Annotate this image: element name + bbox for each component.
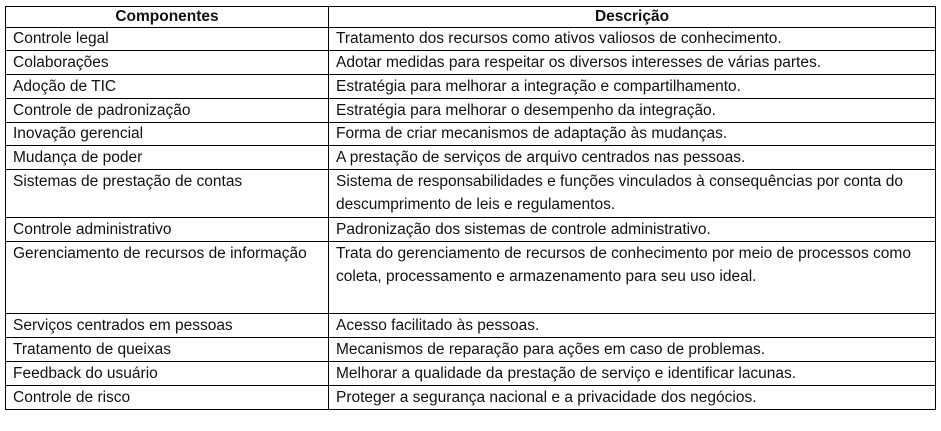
description-cell: Tratamento dos recursos como ativos valiosos de conhecimento. [329,28,936,51]
header-row [6,7,936,28]
table-row [6,386,936,410]
component-cell: Controle administrativo [6,218,329,242]
description-cell: A prestação de serviços de arquivo centrados nas pessoas. [329,146,936,170]
component-cell: Mudança de poder [6,146,329,170]
table-row [6,314,936,338]
header-componentes: Componentes [6,7,329,28]
description-cell: Forma de criar mecanismos de adaptação às mudanças. [329,123,936,146]
table-row [6,99,936,123]
component-cell: Gerenciamento de recursos de informação [6,242,329,314]
table-row [6,242,936,314]
component-cell: Tratamento de queixas [6,338,329,362]
description-cell: Estratégia para melhorar o desempenho da integração. [329,99,936,123]
table-row [6,28,936,51]
description-cell: Adotar medidas para respeitar os diversos interesses de várias partes. [329,51,936,75]
table-row [6,75,936,99]
component-cell: Inovação gerencial [6,123,329,146]
description-cell: Sistema de responsabilidades e funções vinculados à consequências por conta do descumprimento de leis e regulamentos. [329,170,936,218]
component-cell: Controle de padronização [6,99,329,123]
component-cell: Feedback do usuário [6,362,329,386]
description-cell: Trata do gerenciamento de recursos de conhecimento por meio de processos como coleta, processamento e armazenamento para seu uso ideal. [329,242,936,314]
table-row [6,218,936,242]
component-cell: Adoção de TIC [6,75,329,99]
table-row [6,170,936,218]
description-cell: Mecanismos de reparação para ações em caso de problemas. [329,338,936,362]
table-row [6,362,936,386]
components-table [5,6,936,410]
description-cell: Acesso facilitado às pessoas. [329,314,936,338]
description-cell: Melhorar a qualidade da prestação de serviço e identificar lacunas. [329,362,936,386]
table-row [6,51,936,75]
component-cell: Colaborações [6,51,329,75]
description-cell: Estratégia para melhorar a integração e compartilhamento. [329,75,936,99]
description-cell: Proteger a segurança nacional e a privacidade dos negócios. [329,386,936,410]
table-row [6,338,936,362]
component-cell: Sistemas de prestação de contas [6,170,329,218]
header-descricao: Descrição [329,7,936,28]
description-cell: Padronização dos sistemas de controle administrativo. [329,218,936,242]
component-cell: Controle de risco [6,386,329,410]
table-row [6,146,936,170]
table-row [6,123,936,146]
component-cell: Serviços centrados em pessoas [6,314,329,338]
component-cell: Controle legal [6,28,329,51]
